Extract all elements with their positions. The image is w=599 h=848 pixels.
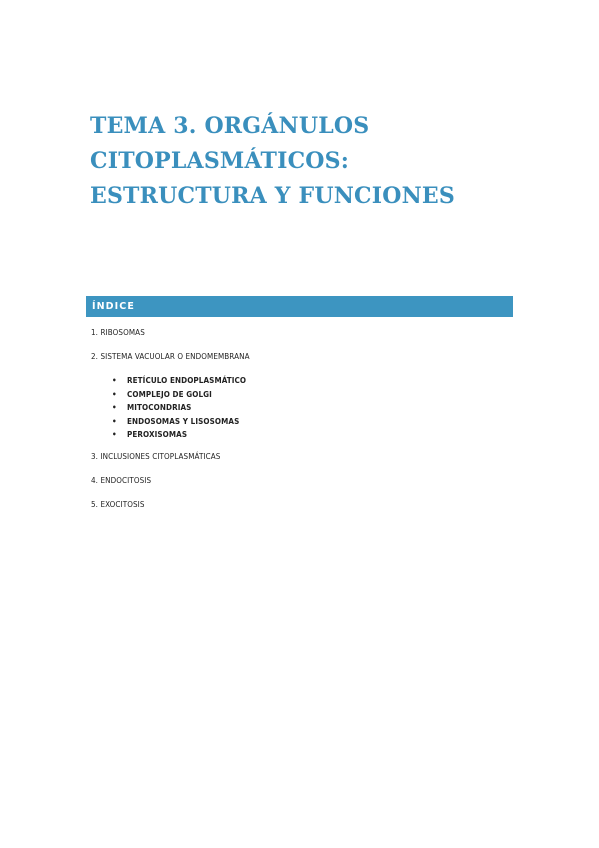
toc-subitem-peroxisomas[interactable] [112, 428, 246, 442]
toc-item-ribosomas[interactable] [91, 328, 145, 337]
bullet-icon: • [112, 416, 117, 426]
toc-item-label: 2. SISTEMA VACUOLAR O ENDOMEMBRANA [91, 352, 250, 361]
toc-subitem-label: COMPLEJO DE GOLGI [127, 389, 212, 399]
bullet-icon: • [112, 403, 117, 412]
toc-item-sistema-vacuolar[interactable] [91, 352, 250, 361]
toc-item-endocitosis[interactable] [91, 476, 151, 485]
index-heading-bar [86, 296, 513, 317]
index-heading: ÍNDICE [92, 301, 135, 312]
document-title: TEMA 3. ORGÁNULOS CITOPLASMÁTICOS: ESTRUCTURA Y FUNCIONES [90, 113, 455, 209]
toc-item-label: 5. EXOCITOSIS [91, 500, 145, 509]
toc-item-inclusiones[interactable] [91, 452, 220, 461]
toc-subitem-label: MITOCONDRIAS [127, 403, 192, 412]
toc-subitem-reticulo[interactable] [112, 374, 246, 388]
toc-subitem-mitocondrias[interactable] [112, 401, 246, 415]
toc-sublist [112, 374, 246, 442]
bullet-icon: • [112, 430, 117, 439]
toc-subitem-label: RETÍCULO ENDOPLASMÁTICO [127, 376, 247, 385]
toc-subitem-label: PEROXISOMAS [127, 430, 188, 439]
toc-item-exocitosis[interactable] [91, 500, 145, 509]
toc-item-label: 4. ENDOCITOSIS [91, 476, 152, 485]
bullet-icon: • [112, 389, 117, 399]
toc-item-label: 3. INCLUSIONES CITOPLASMÁTICAS [91, 452, 221, 461]
toc-subitem-endosomas[interactable] [112, 415, 246, 429]
toc-subitem-golgi[interactable] [112, 388, 246, 402]
bullet-icon: • [112, 376, 117, 385]
toc-item-label: 1. RIBOSOMAS [91, 328, 145, 337]
toc-subitem-label: ENDOSOMAS Y LISOSOMAS [127, 416, 240, 426]
